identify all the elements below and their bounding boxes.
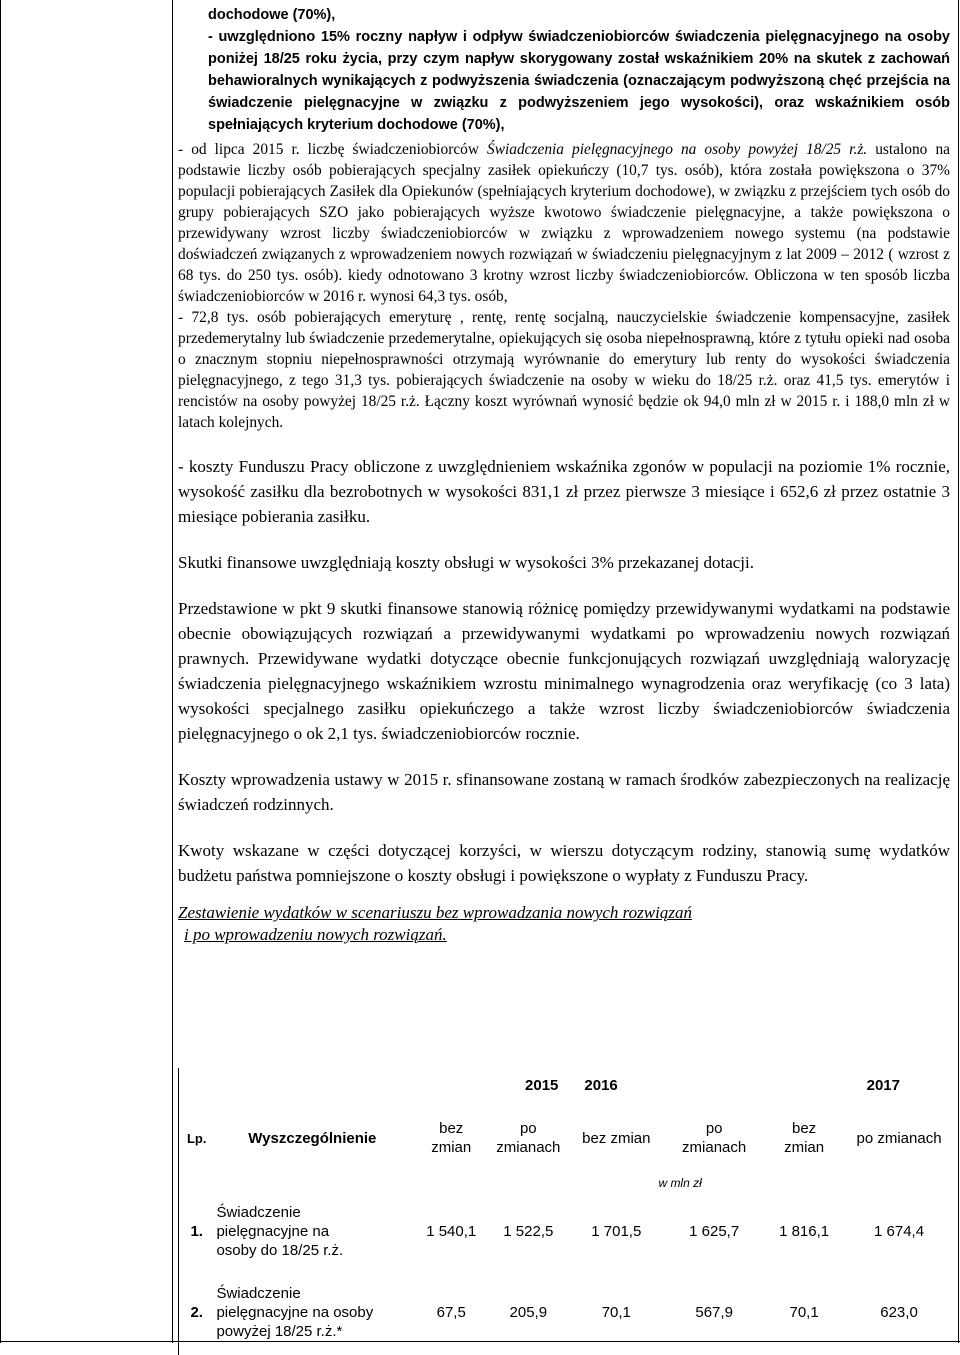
content-left-border <box>172 0 173 1343</box>
paragraph-skutki: Skutki finansowe uwzględniają koszty obsługi w wysokości 3% przekazanej dotacji. <box>178 553 754 572</box>
row1-value: 1 540,1 <box>426 1222 477 1240</box>
paragraph-kwoty: Kwoty wskazane w części dotyczącej korzyści, w wierszu dotyczącym rodziny, stanowią sumę wydatków budżetu państwa pomniejszone o koszty obsługi i powiększone o wypłaty z Funduszu Pracy. <box>178 841 950 885</box>
name-header: Wyszczególnienie <box>248 1129 377 1147</box>
paragraph-koszty: Koszty wprowadzenia ustawy w 2015 r. sfinansowane zostaną w ramach środków zabezpieczonych na realizację świadczeń rodzinnych. <box>178 770 950 814</box>
col-po-2017: po zmianach <box>856 1129 942 1147</box>
row2-value: 70,1 <box>601 1303 631 1321</box>
paragraph-emeryt: - 72,8 tys. osób pobierających emeryturę , rentę, rentę socjalną, nauczycielskie świadczenie kompensacyjne, zasiłek przedemerytalny lub świadczenie przedemerytalne, opiekujących się osoba niepełnosprawną, które z tytułu opieki nad osoba o znacznym stopniu niepełnosprawności otrzymają wyrównanie do emerytury lub renty do wysokości świadczenia pielęgnacyjnego, z tego 31,3 tys. pobierających świadczenie na osoby w wieku do 18/25 r.ż. oraz 41,5 tys. emerytów i rencistów na osoby powyżej 18/25 r.ż. Łączny koszt wyrównań wynosić będzie ok 94,0 mln zł w 2015 r. i 188,0 mln zł w latach kolejnych. <box>178 309 950 431</box>
row1-value: 1 816,1 <box>779 1222 830 1240</box>
left-margin-line <box>0 0 1 1343</box>
right-margin-line <box>958 0 959 1343</box>
paragraph-naplyw: - uwzględniono 15% roczny napływ i odpływ świadczeniobiorców świadczenia pielęgnacyjnego na osoby poniżej 18/25 roku życia, przy czym napływ skorygowany został wskaźnikiem 20% na skutek z zachowań behawioralnych wynikających z podwyższenia świadczenia (oznaczającym podwyższoną chęć przejścia na świadczenie pielęgnacyjne w związku z podwyższeniem jego wysokości), oraz wskaźnikiem osób spełniających kryterium dochodowe (70%), <box>208 29 950 133</box>
lp-header: Lp. <box>179 1102 215 1174</box>
row1-value: 1 522,5 <box>503 1222 554 1240</box>
col-po-2015: po zmianach <box>496 1120 561 1156</box>
paragraph-pkt9: Przedstawione w pkt 9 skutki finansowe stanowią różnicę pomiędzy przewidywanymi wydatkami na podstawie obecnie obowiązujących rozwiązań a przewidywanymi wydatkami po wprowadzeniu nowych rozwiązań prawnych. Przewidywane wydatki dotyczące obecnie funkcjonujących rozwiązań uwzględniają waloryzację świadczenia pielęgnacyjnego wskaźnikiem wzrostu minimalnego wynagrodzenia oraz weryfikację (co 3 lata) wysokości specjalnego zasiłku opiekuńczego a także wzrost liczby świadczeniobiorców świadczenia pielęgnacyjnego o ok 2,1 tys. świadczeniobiorców rocznie. <box>178 599 950 743</box>
lipca-prefix: - od lipca 2015 r. liczbę świadczeniobiorców <box>178 141 488 158</box>
bullet-list-bold <box>178 4 950 136</box>
row1-value: 1 701,5 <box>591 1222 642 1240</box>
row1-lp: 1. <box>179 1193 215 1269</box>
row1-value: 1 625,7 <box>689 1222 740 1240</box>
paragraph-dochodowe: dochodowe (70%), <box>208 7 336 23</box>
col-bez-2015: bez zmian <box>431 1120 472 1156</box>
row2-value: 70,1 <box>789 1303 819 1321</box>
col-bez-2017: bez zmian <box>784 1120 825 1156</box>
row2-value: 67,5 <box>436 1303 466 1321</box>
lipca-rest: ustalono na podstawie liczby osób pobierających specjalny zasiłek opiekuńczy (10,7 tys. osób), która została powiększona o 37% populacji pobierających Zasiłek dla Opiekunów (spełniających kryterium dochodowe), w związku z przejściem tych osób do grupy pobierających SZO jako pobierających wyższe kwotowo świadczenie pielęgnacyjne, a także powiększona o przewidywany wzrost liczby świadczeniobiorców w związku z wprowadzeniem nowego systemu (na podstawie doświadczeń związanych z wprowadzeniem nowych rozwiązań w świadczeniu pielęgnacyjnym z lat 2009 – 2012 ( wzrost z 68 tys. do 250 tys. osób). kiedy odnotowano 3 krotny wzrost liczby świadczeniobiorców. Obliczona w ten sposób liczba świadczeniobiorców w 2016 r. wynosi 64,3 tys. osób, <box>178 141 950 305</box>
col-bez-2016: bez zmian <box>582 1129 651 1147</box>
lipca-italic: Świadczenia pielęgnacyjnego na osoby powyżej 18/25 r.ż. <box>487 141 868 158</box>
row1-value: 1 674,4 <box>874 1222 925 1240</box>
col-po-2016: po zmianach <box>682 1120 747 1156</box>
row1-name: Świadczenie pielęgnacyjne na osoby do 18/25 r.ż. <box>216 1203 344 1259</box>
year-2017: 2017 <box>866 1076 900 1094</box>
year-2016: 2016 <box>584 1076 618 1094</box>
row2-value: 205,9 <box>509 1303 548 1321</box>
row2-value: 623,0 <box>880 1303 918 1321</box>
section-title-line2: i po wprowadzeniu nowych rozwiązań. <box>184 925 447 944</box>
paragraph-lipca <box>178 139 950 307</box>
paragraph-fundusz-pracy: - koszty Funduszu Pracy obliczone z uwzględnieniem wskaźnika zgonów w populacji na poziomie 1% rocznie, wysokość zasiłku dla bezrobotnych w wysokości 831,1 zł przez pierwsze 3 miesiące i 652,6 zł przez ostatnie 3 miesiące pobierania zasiłku. <box>178 457 950 526</box>
row2-name: Świadczenie pielęgnacyjne na osoby powyżej 18/25 r.ż.* <box>216 1284 374 1340</box>
section-title <box>178 902 950 946</box>
row2-value: 567,9 <box>695 1303 733 1321</box>
row2-lp: 2. <box>179 1269 215 1355</box>
document-body <box>178 4 950 946</box>
year-2015: 2015 <box>525 1076 559 1094</box>
unit-label: w mln zł <box>658 1176 702 1190</box>
section-title-line1: Zestawienie wydatków w scenariuszu bez wprowadzania nowych rozwiązań <box>178 903 692 922</box>
expenses-table <box>178 1068 950 1355</box>
